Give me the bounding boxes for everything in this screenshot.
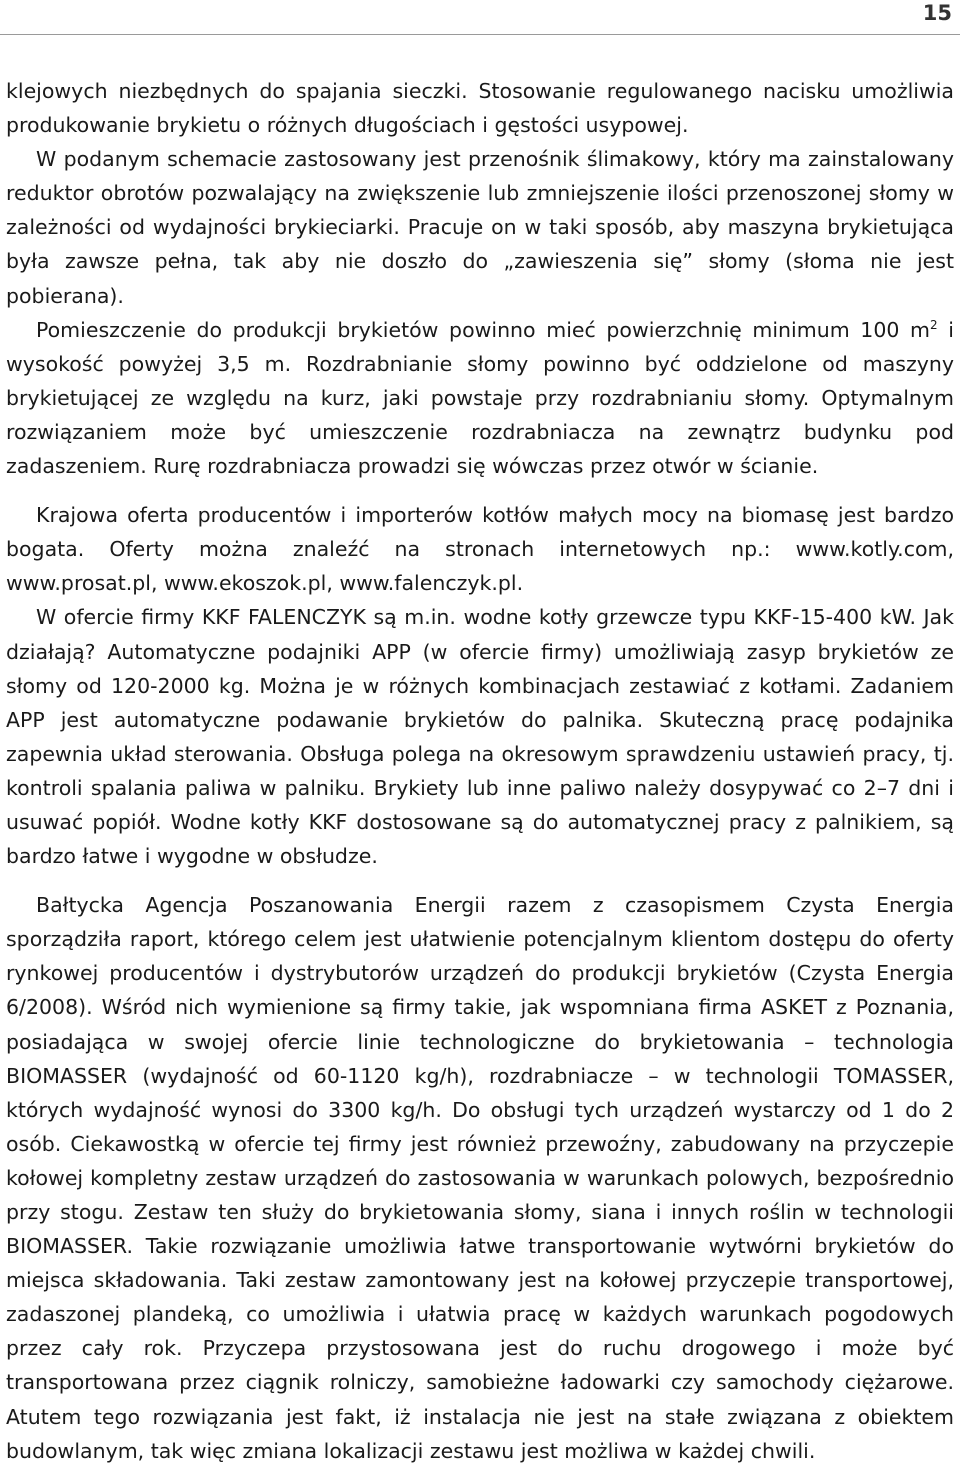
paragraph-market-offer: Krajowa oferta producentów i importerów kotłów małych mocy na biomasę jest bardzo bogata. Oferty można znaleźć na stronach internetowych np.: www.kotly.com, www.prosat.pl, www.ekoszok.pl, www.falenczyk.pl. <box>6 503 954 596</box>
paragraph-room-requirements <box>6 313 954 483</box>
page-body <box>6 74 954 1468</box>
room-text-after: i wysokość powyżej 3,5 m. Rozdrabnianie słomy powinno być oddzielone od maszyny brykietującej ze względu na kurz, jaki powstaje przy rozdrabnianiu słomy. Optymalnym rozwiązaniem może być umieszczenie rozdrabniacza na zewnątrz budynku pod zadaszeniem. Rurę rozdrabniacza prowadzi się wówczas przez otwór w ścianie. <box>6 317 954 479</box>
paragraph-kkf-falenczyk: W ofercie firmy KKF FALENCZYK są m.in. wodne kotły grzewcze typu KKF-15-400 kW. Jak działają? Automatyczne podajniki APP (w ofercie firmy) umożliwiają zasyp brykietów ze słomy od 120-2000 kg. Można je w różnych kombinacjach zestawiać z kotłami. Zadaniem APP jest automatyczne podawanie brykietów do palnika. Skuteczną pracę podajnika zapewnia układ sterowania. Obsługa polega na okresowym sprawdzeniu ustawień pracy, tj. kontroli spalania paliwa w palniku. Brykiety lub inne paliwo należy dosypywać co 2–7 dni i usuwać popiół. Wodne kotły KKF dostosowane są do automatycznej pracy z palnikiem, są bardzo łatwe i wygodne w obsłudze. <box>6 605 954 869</box>
paragraph-continuation: klejowych niezbędnych do spajania sieczki. Stosowanie regulowanego nacisku umożliwia produkowanie brykietu o różnych długościach i gęstości usypowej. <box>6 79 954 138</box>
paragraph-bape-report: Bałtycka Agencja Poszanowania Energii razem z czasopismem Czysta Energia sporządziła raport, którego celem jest ułatwienie potencjalnym klientom dostępu do oferty rynkowej producentów i dystrybutorów urządzeń do produkcji brykietów (Czysta Energia 6/2008). Wśród nich wymienione są firmy takie, jak wspomniana firma ASKET z Poznania, posiadająca w swojej ofercie linie technologiczne do brykietowania – technologia BIOMASSER (wydajność od 60-1120 kg/h), rozdrabniacze – w technologii TOMASSER, których wydajność wynosi do 3300 kg/h. Do obsługi tych urządzeń wystarczy od 1 do 2 osób. Ciekawostką w ofercie tej firmy jest również przewoźny, zabudowany na przyczepie kołowej kompletny zestaw urządzeń do zastosowania w warunkach polowych, bezpośrednio przy stogu. Zestaw ten służy do brykietowania słomy, siana i innych roślin w technologii BIOMASSER. Takie rozwiązanie umożliwia łatwe transportowanie wytwórni brykietów do miejsca składowania. Taki zestaw zamontowany jest na kołowej przyczepie transportowej, zadaszonej plandeką, co umożliwia i ułatwia pracę w każdych warunkach pogodowych przez cały rok. Przyczepa przystosowana jest do ruchu drogowego i może być transportowana przez ciągnik rolniczy, samobieżne ładowarki czy samochody ciężarowe. Atutem tego rozwiązania jest fakt, iż instalacja nie jest na stałe związana z obiektem budowlanym, tak więc zmiana lokalizacji zestawu jest możliwa w każdej chwili. <box>6 893 954 1463</box>
paragraph-conveyor: W podanym schemacie zastosowany jest przenośnik ślimakowy, który ma zainstalowany reduktor obrotów pozwalający na zwiększenie lub zmniejszenie ilości przenoszonej słomy w zależności od wydajności brykieciarki. Pracuje on w taki sposób, aby maszyna brykietująca była zawsze pełna, tak aby nie doszło do „zawieszenia się” słomy (słoma nie jest pobierana). <box>6 147 954 308</box>
header-rule <box>0 34 960 35</box>
page-number: 15 <box>922 1 952 25</box>
room-area-superscript: 2 <box>930 317 938 332</box>
room-text-before: Pomieszczenie do produkcji brykietów powinno mieć powierzchnię minimum 100 m <box>36 317 931 342</box>
